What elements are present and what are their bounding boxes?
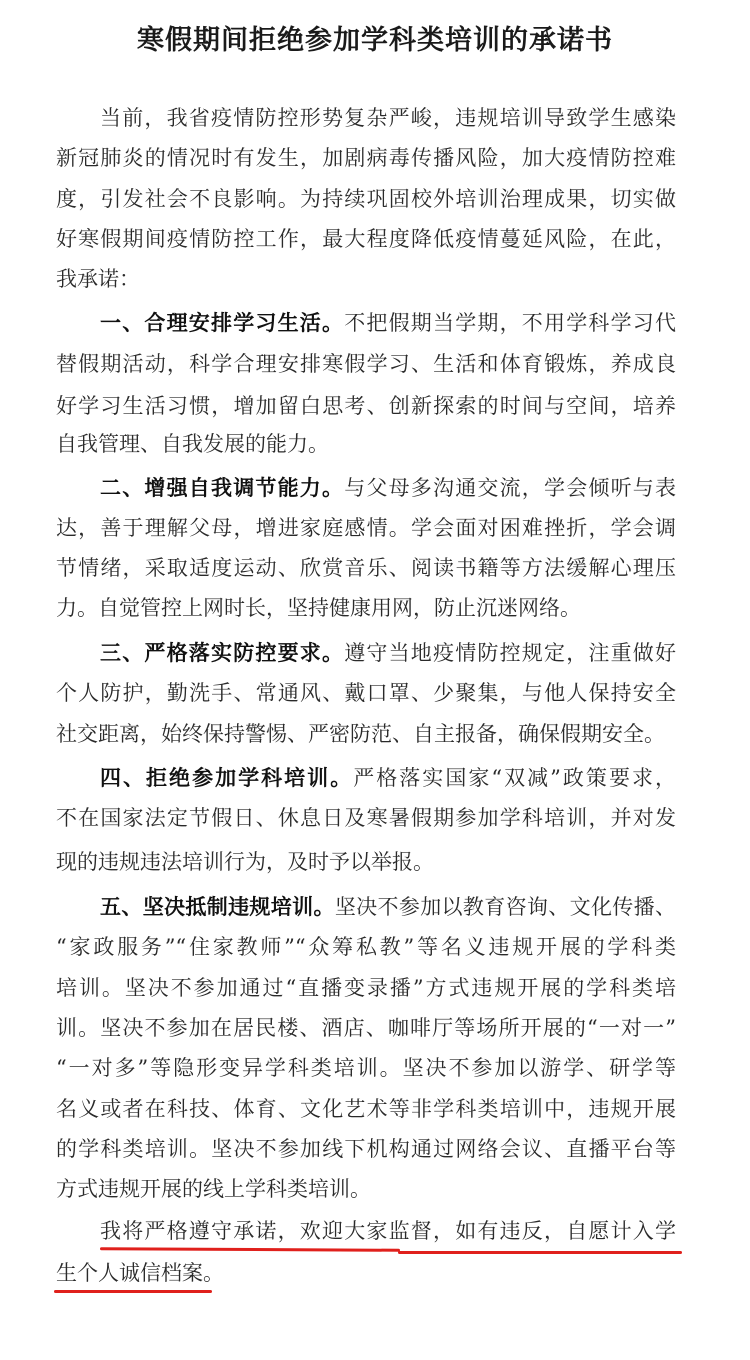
red-underline — [100, 1247, 400, 1252]
text-line — [100, 639, 676, 667]
line-text: 培训。坚决不参加通过“直播变录播”方式违规开展的学科类培 — [56, 976, 676, 1000]
line-text: 名义或者在科技、体育、文化艺术等非学科类培训中，违规开展 — [56, 1097, 676, 1121]
text-line — [56, 720, 676, 748]
line-text: 个人防护，勤洗手、常通风、戴口罩、少聚集，与他人保持安全 — [56, 681, 676, 705]
line-text: 力。自觉管控上网时长，坚持健康用网，防止沉迷网络。 — [56, 596, 581, 620]
text-line — [56, 974, 676, 1002]
text-line — [56, 514, 676, 542]
line-text: 社交距离，始终保持警惕、严密防范、自主报备，确保假期安全。 — [56, 722, 665, 746]
section-heading: 五、坚决抵制违规培训。 — [100, 895, 335, 919]
section-heading: 一、合理安排学习生活。 — [100, 311, 345, 335]
line-text: 不把假期当学期，不用学科学习代 — [344, 311, 677, 335]
text-line — [56, 430, 676, 458]
text-line — [56, 594, 676, 622]
text-line — [56, 1014, 676, 1042]
text-line — [56, 1095, 676, 1123]
line-text: 严格落实国家“双减”政策要求， — [353, 766, 676, 790]
line-text: 达，善于理解父母，增进家庭感情。学会面对困难挫折，学会调 — [56, 516, 676, 540]
text-line — [56, 554, 676, 582]
line-text: 度，引发社会不良影响。为持续巩固校外培训治理成果，切实做 — [56, 187, 676, 211]
line-text: 我承诺： — [56, 267, 140, 291]
line-text: 节情绪，采取适度运动、欣赏音乐、阅读书籍等方法缓解心理压 — [56, 556, 676, 580]
red-underline — [54, 1290, 212, 1293]
line-text: 与父母多沟通交流，学会倾听与表 — [344, 476, 677, 500]
line-text: 方式违规开展的线上学科类培训。 — [56, 1177, 371, 1201]
text-line — [56, 185, 676, 213]
line-text: 生个人诚信档案。 — [56, 1261, 224, 1285]
text-line — [100, 104, 676, 132]
text-line — [56, 392, 676, 420]
text-line — [100, 893, 676, 921]
red-underline — [398, 1251, 682, 1254]
text-line — [56, 1259, 676, 1287]
text-line — [100, 764, 676, 792]
line-text: 新冠肺炎的情况时有发生，加剧病毒传播风险，加大疫情防控难 — [56, 146, 676, 170]
text-line — [56, 350, 676, 378]
text-line — [100, 309, 676, 337]
line-text: “一对多”等隐形变异学科类培训。坚决不参加以游学、研学等 — [56, 1056, 676, 1080]
line-text: 训。坚决不参加在居民楼、酒店、咖啡厅等场所开展的“一对一” — [56, 1016, 676, 1040]
section-heading: 二、增强自我调节能力。 — [100, 476, 345, 500]
text-line — [100, 1217, 676, 1245]
line-text: 自我管理、自我发展的能力。 — [56, 432, 329, 456]
line-text: 替假期活动，科学合理安排寒假学习、生活和体育锻炼，养成良 — [56, 352, 676, 376]
text-line — [56, 848, 676, 876]
text-line — [56, 804, 676, 832]
line-text: 现的违规违法培训行为，及时予以举报。 — [56, 850, 434, 874]
line-text: 好学习生活习惯，增加留白思考、创新探索的时间与空间，培养 — [56, 394, 676, 418]
text-line — [56, 144, 676, 172]
section-heading: 三、严格落实防控要求。 — [100, 641, 345, 665]
line-text: 好寒假期间疫情防控工作，最大程度降低疫情蔓延风险，在此， — [56, 227, 676, 251]
line-text: 坚决不参加以教育咨询、文化传播、 — [334, 895, 677, 919]
text-line — [56, 679, 676, 707]
text-line — [56, 265, 676, 293]
line-text: 的学科类培训。坚决不参加线下机构通过网络会议、直播平台等 — [56, 1137, 676, 1161]
line-text: 遵守当地疫情防控规定，注重做好 — [344, 641, 677, 665]
text-line — [56, 1054, 676, 1082]
text-line — [100, 474, 676, 502]
text-line — [56, 225, 676, 253]
text-line — [56, 1135, 676, 1163]
document-title: 寒假期间拒绝参加学科类培训的承诺书 — [137, 25, 613, 56]
text-line — [56, 933, 676, 961]
line-text: 不在国家法定节假日、休息日及寒暑假期参加学科培训，并对发 — [56, 806, 676, 830]
line-text: 当前，我省疫情防控形势复杂严峻，违规培训导致学生感染 — [100, 106, 676, 130]
text-line — [56, 1175, 676, 1203]
section-heading: 四、拒绝参加学科培训。 — [100, 766, 354, 790]
line-text: 我将严格遵守承诺，欢迎大家监督，如有违反，自愿计入学 — [100, 1219, 676, 1243]
line-text: “家政服务”“住家教师”“众筹私教”等名义违规开展的学科类 — [56, 935, 676, 959]
